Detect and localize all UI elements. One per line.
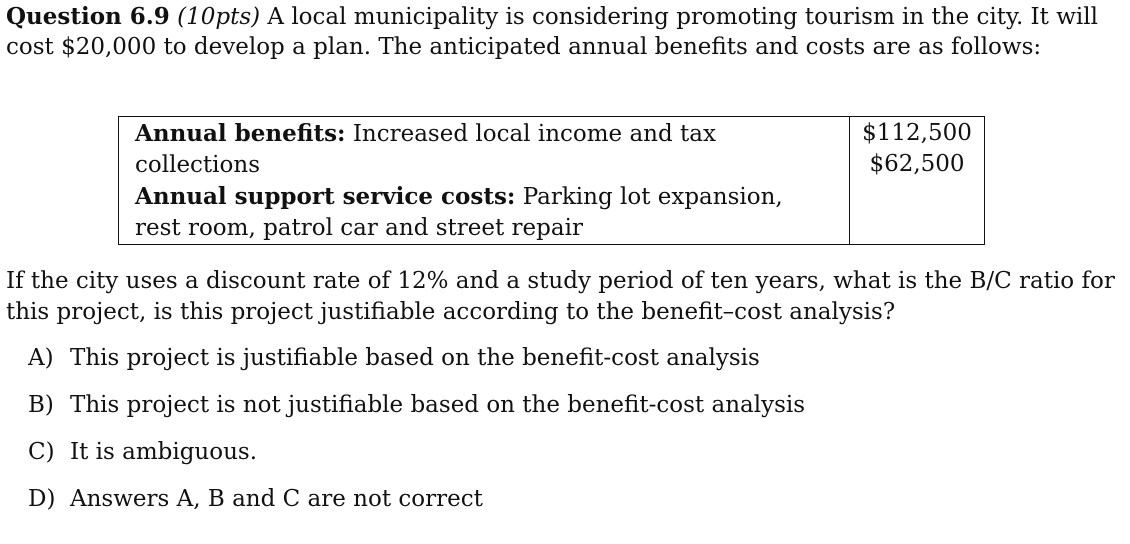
- row-amounts: [850, 117, 985, 245]
- row-text: Parking lot expansion,: [515, 184, 783, 210]
- option-text: Answers A, B and C are not correct: [70, 486, 483, 512]
- row-amount: $112,500: [862, 120, 972, 146]
- row-text-line2: rest room, patrol car and street repair: [135, 215, 583, 241]
- answer-option-a[interactable]: [28, 343, 805, 390]
- option-text: It is ambiguous.: [70, 439, 258, 465]
- answer-option-d[interactable]: [28, 484, 805, 531]
- row-amount: $62,500: [869, 151, 965, 177]
- option-letter: A): [28, 345, 54, 371]
- question-points: (10pts): [177, 4, 261, 30]
- table-row: [119, 117, 985, 245]
- option-letter: C): [28, 439, 55, 465]
- row-label: Annual support service costs:: [135, 183, 516, 210]
- option-text: This project is not justifiable based on the benefit-cost analysis: [70, 392, 806, 418]
- intro-text-line1: A local municipality is considering promoting tourism in the city. It will: [260, 4, 1098, 30]
- benefits-costs-table: [118, 116, 985, 245]
- row-text: Increased local income and tax collections: [135, 121, 716, 178]
- row-description: [119, 117, 850, 245]
- question-line1: If the city uses a discount rate of 12% and a study period of ten years, what is the B/C ratio for: [6, 268, 1115, 294]
- question-text: [6, 266, 1116, 328]
- option-letter: D): [28, 486, 56, 512]
- question-label: Question 6.9: [6, 3, 170, 30]
- answer-options: [28, 343, 805, 531]
- question-intro: [6, 2, 1116, 62]
- option-text: This project is justifiable based on the benefit-cost analysis: [70, 345, 760, 371]
- intro-text-line2: cost $20,000 to develop a plan. The anticipated annual benefits and costs are as follows:: [6, 34, 1042, 60]
- question-line2: this project, is this project justifiable according to the benefit–cost analysis?: [6, 299, 896, 325]
- answer-option-c[interactable]: [28, 437, 805, 484]
- option-letter: B): [28, 392, 54, 418]
- answer-option-b[interactable]: [28, 390, 805, 437]
- row-label: Annual benefits:: [135, 120, 346, 147]
